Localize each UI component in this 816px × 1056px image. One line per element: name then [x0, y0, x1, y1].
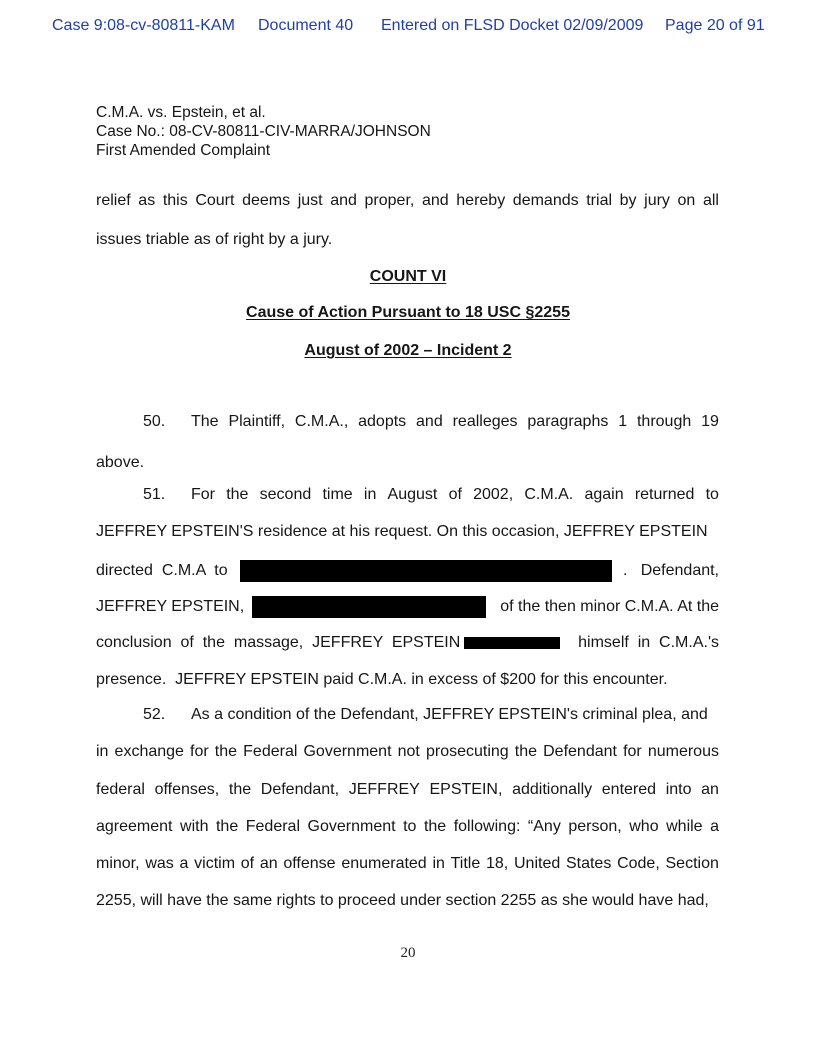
word: exchange [114, 743, 184, 760]
caption-case-number: Case No.: 08-CV-80811-CIV-MARRA/JOHNSON [96, 123, 431, 140]
word: enumerated [341, 855, 427, 872]
word: in [363, 486, 377, 503]
word: and [416, 413, 443, 430]
paragraph-51-line-3-end: . Defendant, [622, 562, 719, 579]
word: this [162, 192, 188, 209]
word: trial [586, 192, 613, 209]
word: the [514, 743, 538, 760]
word: Defendant, [260, 781, 340, 798]
word: following: [453, 818, 521, 835]
paragraph-52-line-4 [96, 818, 719, 836]
paragraph-51-line-4-end: of the then minor C.M.A. At the [500, 598, 719, 615]
word: adopts [358, 413, 407, 430]
count-title: COUNT VI [369, 268, 447, 285]
paragraph-52-line-6: 2255, will have the same rights to proceed under section 2255 as she would have had, [96, 892, 709, 909]
word: second [259, 486, 312, 503]
word: a [710, 818, 719, 835]
word: August [387, 486, 438, 503]
word: 18, [486, 855, 509, 872]
word: Code, [617, 855, 660, 872]
word: and [330, 192, 357, 209]
stamp-case-number: Case 9:08-cv-80811-KAM [52, 17, 235, 34]
paragraph-51-line-5-end: himself in C.M.A.'s [578, 634, 719, 651]
paragraph-number: 50. [143, 413, 166, 430]
word: who [629, 818, 659, 835]
word: prosecuting [425, 743, 509, 760]
word: C.M.A., [294, 413, 349, 430]
word: 19 [701, 413, 719, 430]
word: and [421, 192, 449, 209]
word: demands [512, 192, 579, 209]
word: EPSTEIN, [429, 781, 503, 798]
word: to [403, 818, 417, 835]
word: the [228, 781, 252, 798]
word: victim [194, 855, 236, 872]
stamp-entered-date: Entered on FLSD Docket 02/09/2009 [381, 17, 644, 34]
paragraph-52-line-3 [96, 781, 719, 799]
word: the [226, 486, 249, 503]
word: through [636, 413, 692, 430]
word: paragraphs [527, 413, 609, 430]
paragraph-52-line-2 [96, 743, 719, 761]
word: Court [195, 192, 235, 209]
word: proper, [364, 192, 415, 209]
word: For [191, 486, 215, 503]
word: Government [307, 818, 396, 835]
word: agreement [96, 818, 173, 835]
word: in [96, 743, 109, 760]
word: jury [644, 192, 670, 209]
redaction-bar [240, 560, 612, 582]
word: the [423, 818, 447, 835]
word: offenses, [154, 781, 220, 798]
stamp-document-number: Document 40 [258, 17, 354, 34]
word: minor, [96, 855, 140, 872]
paragraph-51-line-5-start: conclusion of the massage, JEFFREY EPSTEIN [96, 634, 461, 651]
word: for [623, 743, 642, 760]
word: a [179, 855, 189, 872]
count-incident-heading: August of 2002 – Incident 2 [304, 342, 512, 359]
word: hereby [456, 192, 506, 209]
paragraph-51-line-6: presence. JEFFREY EPSTEIN paid C.M.A. in excess of $200 for this encounter. [96, 671, 668, 688]
word: the [214, 743, 238, 760]
intro-line-1 [96, 192, 719, 210]
word: an [701, 781, 719, 798]
case-caption [96, 103, 431, 160]
paragraph-51-line-4-start: JEFFREY EPSTEIN, [96, 598, 245, 615]
redaction-bar [464, 637, 560, 649]
word: time [322, 486, 353, 503]
count-cause-heading: Cause of Action Pursuant to 18 USC §2255 [246, 304, 570, 321]
redaction-bar [252, 596, 486, 618]
word: in [432, 855, 445, 872]
word: the [215, 818, 239, 835]
word: not [397, 743, 420, 760]
word: 2002, [473, 486, 514, 503]
word: Federal [243, 743, 298, 760]
word: Title [450, 855, 481, 872]
word: “Any [527, 818, 561, 835]
paragraph-50-line-2: above. [96, 454, 145, 471]
word: entered [601, 781, 657, 798]
word: into [665, 781, 692, 798]
paragraph-51-line-3-start: directed C.M.A to [96, 562, 228, 579]
page-number: 20 [400, 945, 416, 961]
word: Government [303, 743, 392, 760]
word: to [705, 486, 719, 503]
word: United [513, 855, 561, 872]
word: The [191, 413, 219, 430]
paragraph-52-line-5 [96, 855, 719, 873]
caption-document-title: First Amended Complaint [96, 142, 271, 159]
word: Plaintiff, [228, 413, 286, 430]
paragraph-51-line-2: JEFFREY EPSTEIN'S residence at his request. On this occasion, JEFFREY EPSTEIN [96, 523, 708, 540]
word: additionally [512, 781, 593, 798]
intro-line-2: issues triable as of right by a jury. [96, 231, 333, 248]
word: person, [568, 818, 622, 835]
word: just [297, 192, 323, 209]
word: was [145, 855, 174, 872]
caption-parties: C.M.A. vs. Epstein, et al. [96, 104, 266, 121]
word: numerous [647, 743, 719, 760]
word: by [619, 192, 637, 209]
filing-stamp [0, 17, 816, 39]
word: again [584, 486, 624, 503]
word: with [180, 818, 209, 835]
word: Federal [245, 818, 300, 835]
word: Defendant [543, 743, 617, 760]
word: offense [283, 855, 336, 872]
word: for [190, 743, 209, 760]
word: JEFFREY [348, 781, 420, 798]
word: while [666, 818, 703, 835]
word: deems [242, 192, 291, 209]
word: an [259, 855, 278, 872]
word: returned [634, 486, 695, 503]
word: States [565, 855, 612, 872]
paragraph-51-line-1 [191, 486, 719, 504]
word: on [677, 192, 696, 209]
paragraph-number: 51. [143, 486, 166, 503]
word: of [240, 855, 255, 872]
word: C.M.A. [524, 486, 574, 503]
stamp-page-count: Page 20 of 91 [665, 17, 765, 34]
word: all [702, 192, 719, 209]
word: of [448, 486, 462, 503]
word: 1 [618, 413, 628, 430]
paragraph-50-line-1 [191, 413, 719, 431]
word: realleges [452, 413, 518, 430]
word: Section [665, 855, 719, 872]
paragraph-52-line-1: As a condition of the Defendant, JEFFREY EPSTEIN's criminal plea, and [191, 706, 708, 723]
paragraph-number: 52. [143, 706, 166, 723]
word: relief [96, 192, 131, 209]
word: as [138, 192, 156, 209]
word: federal [96, 781, 145, 798]
